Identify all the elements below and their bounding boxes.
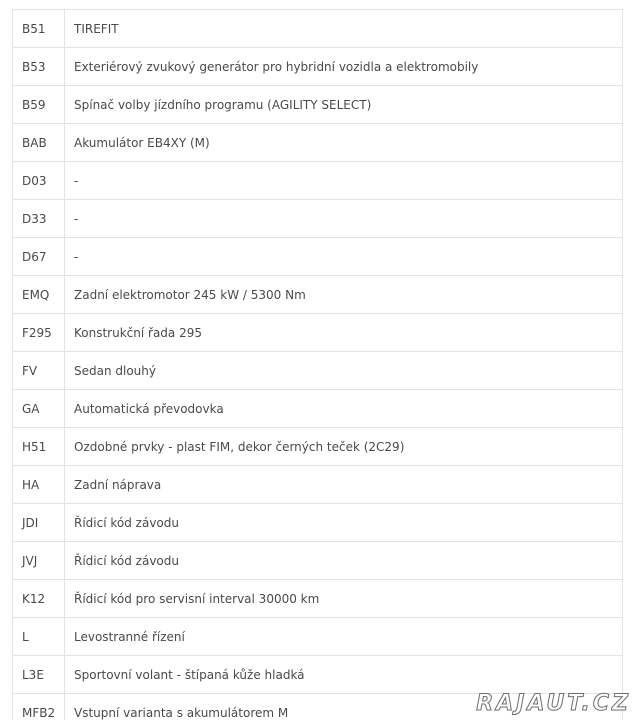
table-row xyxy=(13,314,623,352)
option-code-cell: FV xyxy=(13,352,65,390)
option-code-cell: HA xyxy=(13,466,65,504)
option-description-cell: Automatická převodovka xyxy=(65,390,623,428)
option-code-cell: D67 xyxy=(13,238,65,276)
table-row xyxy=(13,542,623,580)
option-description-cell: - xyxy=(65,238,623,276)
table-row xyxy=(13,10,623,48)
option-code-cell: B51 xyxy=(13,10,65,48)
table-row xyxy=(13,504,623,542)
table-row xyxy=(13,162,623,200)
option-description-cell: Zadní elektromotor 245 kW / 5300 Nm xyxy=(65,276,623,314)
option-description-cell: Řídicí kód závodu xyxy=(65,542,623,580)
table-row xyxy=(13,580,623,618)
option-description-cell: TIREFIT xyxy=(65,10,623,48)
table-row xyxy=(13,86,623,124)
option-description-cell: Sportovní volant - štípaná kůže hladká xyxy=(65,656,623,694)
option-code-cell: F295 xyxy=(13,314,65,352)
option-description-cell: Ozdobné prvky - plast FIM, dekor černých teček (2C29) xyxy=(65,428,623,466)
option-description-cell: - xyxy=(65,200,623,238)
option-code-cell: L xyxy=(13,618,65,656)
table-row xyxy=(13,656,623,694)
equipment-code-table xyxy=(12,9,623,720)
option-description-cell: Řídicí kód pro servisní interval 30000 km xyxy=(65,580,623,618)
option-code-cell: JVJ xyxy=(13,542,65,580)
option-description-cell: Akumulátor EB4XY (M) xyxy=(65,124,623,162)
option-code-cell: L3E xyxy=(13,656,65,694)
option-code-cell: GA xyxy=(13,390,65,428)
option-code-cell: EMQ xyxy=(13,276,65,314)
option-description-cell: Sedan dlouhý xyxy=(65,352,623,390)
option-description-cell: Spínač volby jízdního programu (AGILITY SELECT) xyxy=(65,86,623,124)
option-code-cell: K12 xyxy=(13,580,65,618)
option-description-cell: Zadní náprava xyxy=(65,466,623,504)
option-code-cell: JDI xyxy=(13,504,65,542)
table-row xyxy=(13,200,623,238)
option-code-cell: B59 xyxy=(13,86,65,124)
option-description-cell: Řídicí kód závodu xyxy=(65,504,623,542)
option-code-cell: B53 xyxy=(13,48,65,86)
table-row xyxy=(13,48,623,86)
option-description-cell: Exteriérový zvukový generátor pro hybridní vozidla a elektromobily xyxy=(65,48,623,86)
option-code-cell: D03 xyxy=(13,162,65,200)
option-description-cell: Vstupní varianta s akumulátorem M xyxy=(65,694,623,720)
option-code-cell: BAB xyxy=(13,124,65,162)
option-code-cell: MFB2 xyxy=(13,694,65,720)
option-code-cell: H51 xyxy=(13,428,65,466)
table-body xyxy=(13,10,623,720)
option-description-cell: Levostranné řízení xyxy=(65,618,623,656)
table-row xyxy=(13,352,623,390)
option-description-cell: Konstrukční řada 295 xyxy=(65,314,623,352)
option-code-cell: D33 xyxy=(13,200,65,238)
watermark-logo: RAJAUT.CZ xyxy=(476,691,631,716)
table-row xyxy=(13,466,623,504)
table-row xyxy=(13,238,623,276)
table-row xyxy=(13,276,623,314)
table-row xyxy=(13,124,623,162)
table-row xyxy=(13,390,623,428)
option-description-cell: - xyxy=(65,162,623,200)
table-row xyxy=(13,428,623,466)
table-row xyxy=(13,618,623,656)
